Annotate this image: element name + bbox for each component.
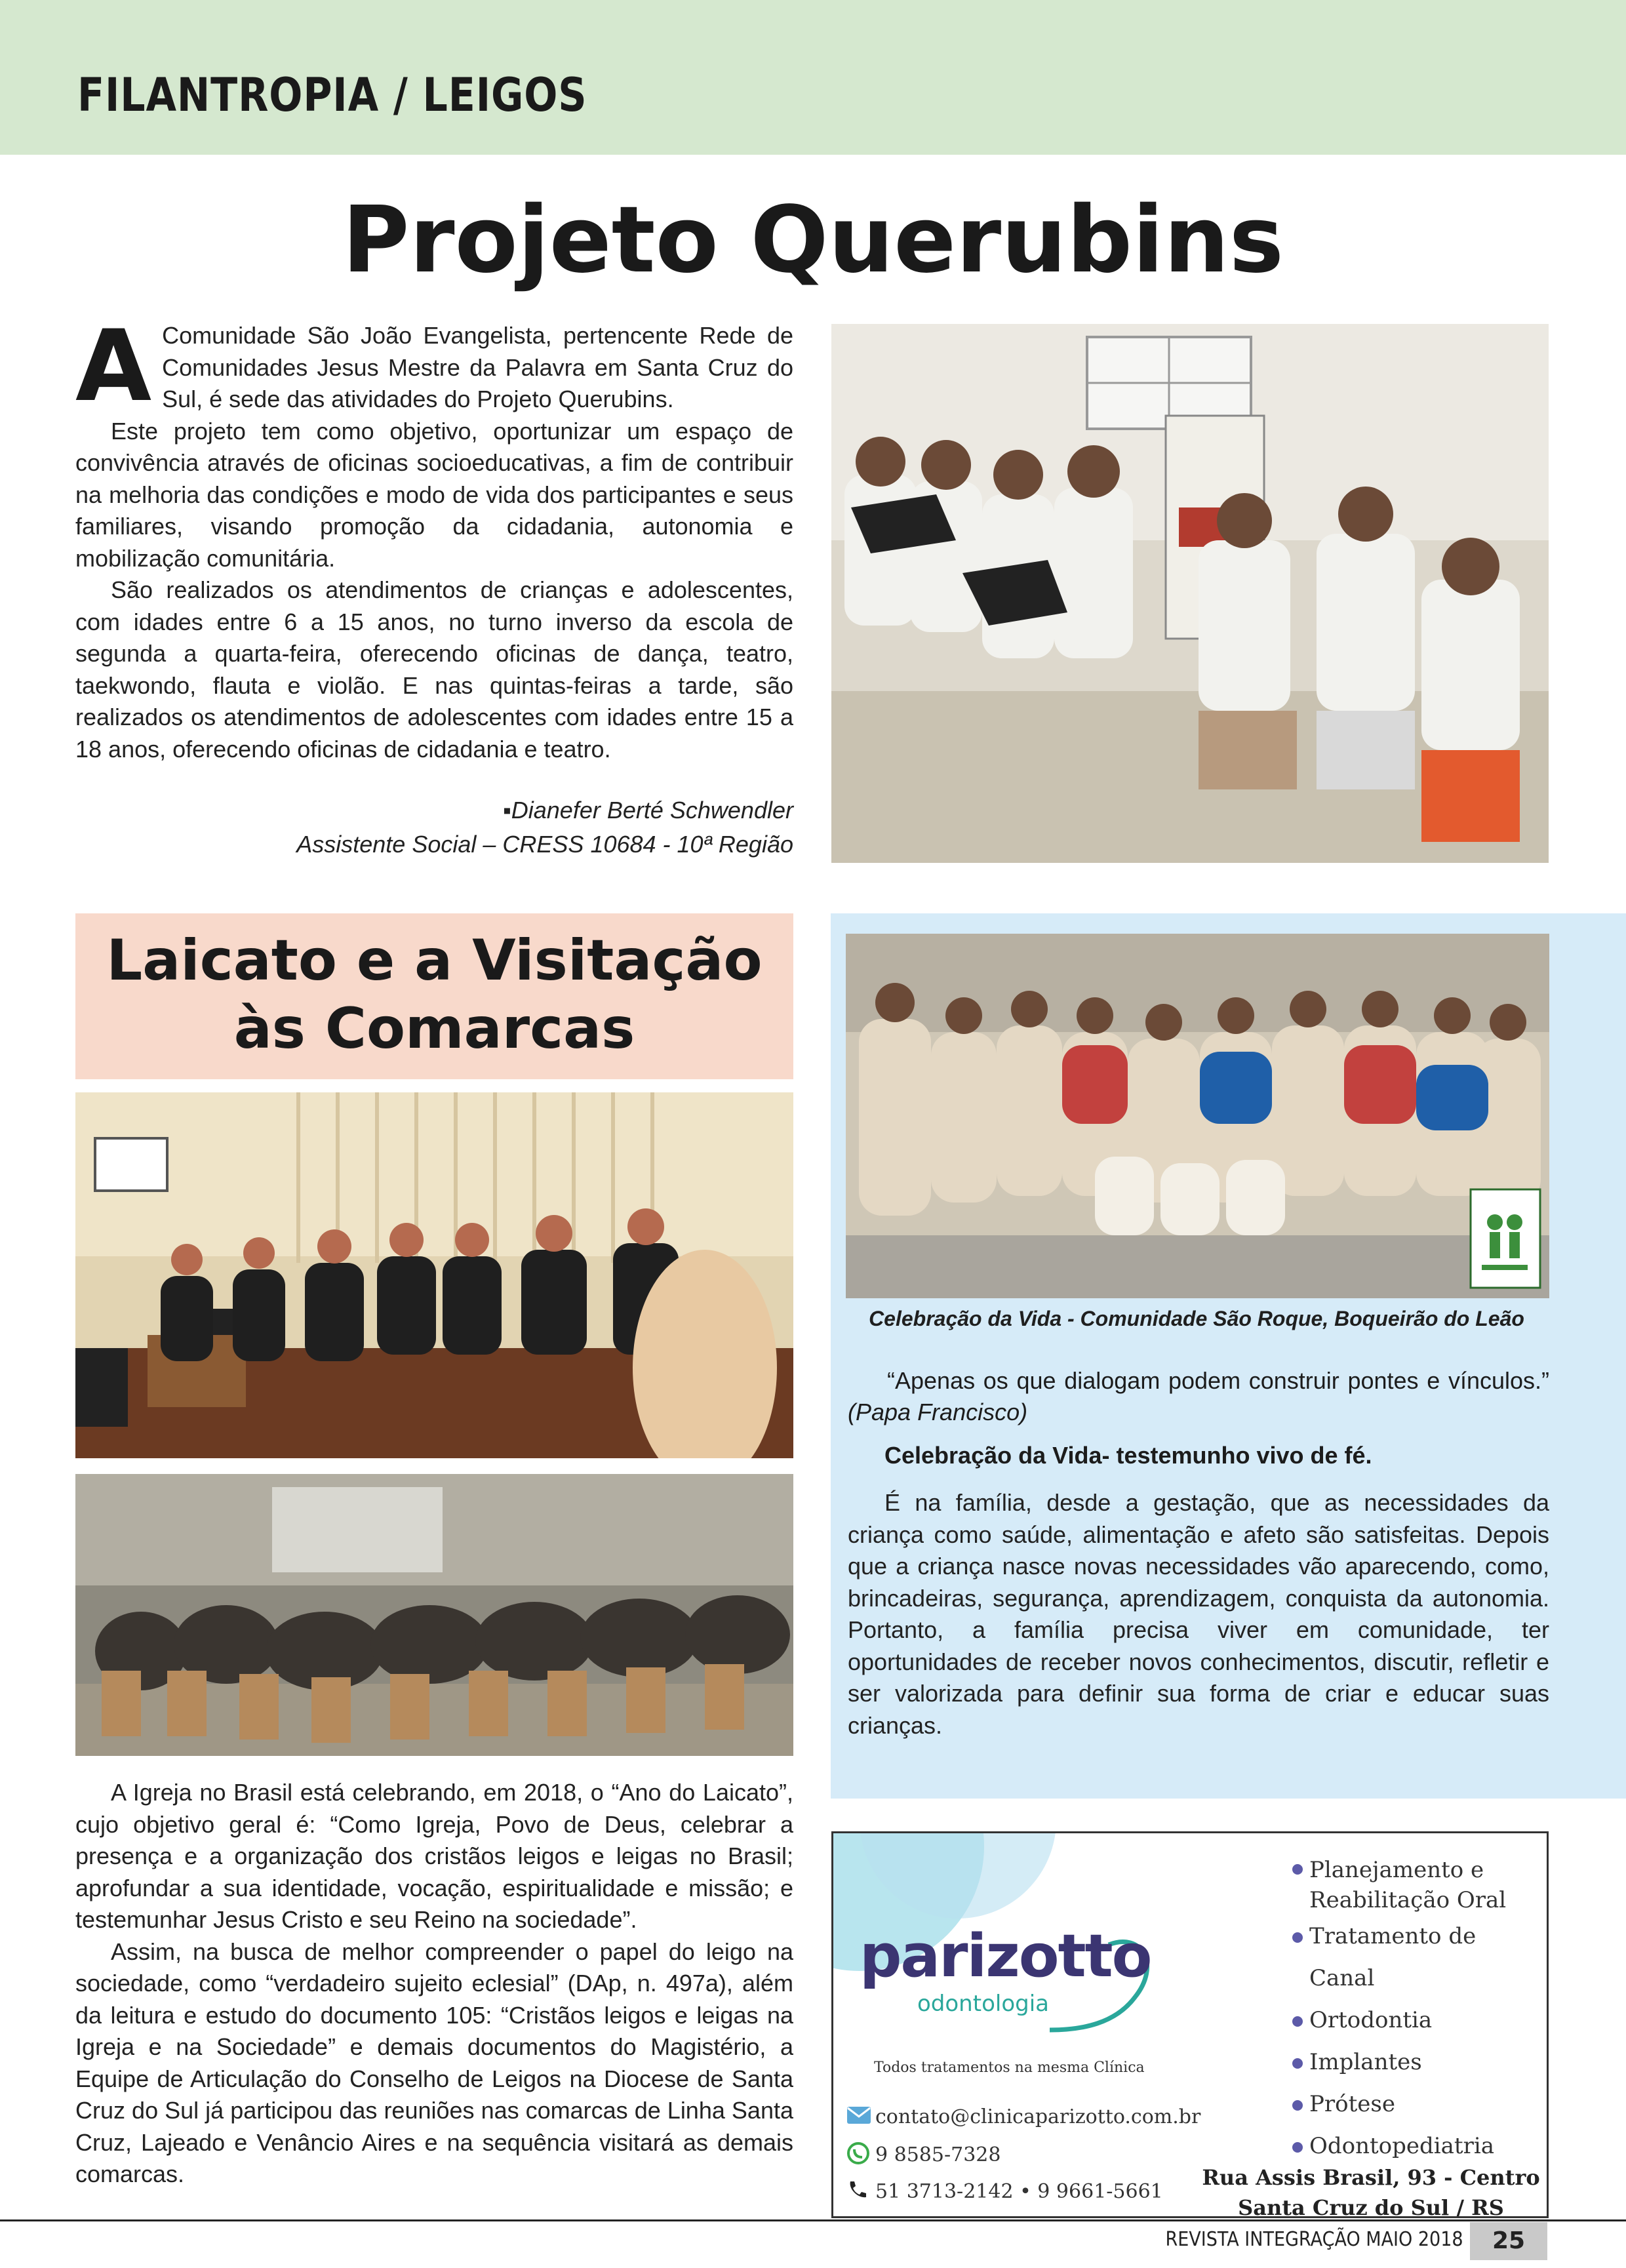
whatsapp-icon [846, 2141, 875, 2170]
article-title-projeto-querubins: Projeto Querubins [342, 187, 1284, 294]
phone-icon [846, 2179, 875, 2206]
author-role: Assistente Social – CRESS 10684 - 10ª Região [296, 831, 793, 858]
page-number: 25 [1470, 2222, 1547, 2260]
article2-title-line1: Laicato e a Visitação [106, 928, 763, 993]
author-name: ▪Dianefer Berté Schwendler [503, 797, 793, 824]
photo-caption-celebracao: Celebração da Vida - Comunidade São Roque, Boqueirão do Leão [869, 1307, 1524, 1330]
article2-title [75, 913, 793, 1063]
ad-brand-name: parizotto [860, 1922, 1151, 1991]
ad-address [1200, 2162, 1541, 2218]
article1-paragraph-1: Comunidade São João Evangelista, pertencente Rede de Comunidades Jesus Mestre da Palavra em Santa Cruz do Sul, é sede das atividades do Projeto Querubins. [162, 322, 793, 412]
service-item: Prótese [1292, 2083, 1547, 2125]
ad-services-list [1292, 1850, 1547, 2167]
service-item: Ortodontia [1292, 1999, 1547, 2041]
article2-paragraph-1: A Igreja no Brasil está celebrando, em 2018, o “Ano do Laicato”, cujo objetivo geral é: “Como Igreja, Povo de Deus, celebrar a presença e a organização dos cristãos leigos e leigas no Brasil; aprofundar a sua identidade, vocação, espiritualidade e missão; e testemunhar Jesus Cristo e seu Reino na sociedade”. [75, 1779, 793, 1933]
article2-paragraph-2: Assim, na busca de melhor compreender o papel do leigo na sociedade, como “verdadeiro sujeito eclesial” (DAp, n. 497a), além da leitura e estudo do documento 105: “Cristãos leigos e leigas na Igreja e na Sociedade” e demais documentos do Magistério, a Equipe de Articulação do Conselho de Leigos na Diocese de Santa Cruz do Sul já participou das reuniões nas comarcas de Linha Santa Cruz, Lajeado e Venâncio Aires e na sequência visitará as demais comarcas. [75, 1938, 793, 2187]
ad-brand-sub: odontologia [917, 1991, 1049, 2017]
footer-magazine-name: REVISTA INTEGRAÇÃO MAIO 2018 [1165, 2228, 1463, 2251]
drop-cap: A [75, 309, 152, 424]
service-item: Odontopediatria [1292, 2125, 1547, 2167]
service-item: Planejamento e Reabilitação Oral [1292, 1850, 1547, 1915]
article1-signature [75, 793, 793, 862]
article3-body [848, 1365, 1549, 1741]
envelope-icon [846, 2106, 875, 2130]
article3-paragraph-1: É na família, desde a gestação, que as necessidades da criança como saúde, alimentação e afeto são satisfeitas. Depois que a criança nasce novas necessidades vão aparecendo, como, brincadeiras, segurança, aprendizagem, conquista da autonomia. Portanto, a família precisa viver em comunidade, ter oportunidades de receber novos conhecimentos, discutir, refletir e ser valorizada para definir sua forma de criar e educar suas crianças. [848, 1489, 1549, 1739]
section-title: FILANTROPIA / LEIGOS [77, 68, 587, 122]
ad-phones: 51 3713-2142 • 9 9661-5661 [875, 2180, 1163, 2203]
article2-body [75, 1777, 793, 2191]
ad-whatsapp: 9 8585-7328 [875, 2143, 1001, 2166]
ad-phone-row[interactable] [846, 2179, 1163, 2206]
ad-whatsapp-row[interactable] [846, 2141, 1001, 2170]
article1-paragraph-3: São realizados os atendimentos de crianças e adolescentes, com idades entre 6 a 15 anos, no turno inverso da escola de segunda a quarta-feira, oferecendo oficinas de dança, teatro, taekwondo, flauta e violão. E nas quintas-feiras a tarde, são realizados os atendimentos de adolescentes com idades entre 15 a 18 anos, oferecendo oficinas de cidadania e teatro. [75, 576, 793, 763]
ad-tagline: Todos tratamentos na mesma Clínica [874, 2059, 1145, 2076]
photo-children-flute-performance [831, 324, 1549, 863]
ad-address-line1: Rua Assis Brasil, 93 - Centro [1202, 2165, 1540, 2190]
ad-email-row[interactable] [846, 2105, 1200, 2130]
footer-rule [0, 2219, 1626, 2221]
article2-title-box [75, 913, 793, 1079]
photo-assembly-hall [75, 1474, 793, 1756]
article3-subhead: Celebração da Vida- testemunho vivo de fé. [884, 1442, 1372, 1469]
service-item: Implantes [1292, 2041, 1547, 2083]
ad-address-line2: Santa Cruz do Sul / RS [1238, 2195, 1504, 2218]
photo-meeting-circle [75, 1092, 793, 1458]
service-item: Tratamento de Canal [1292, 1915, 1547, 1999]
quote-author: (Papa Francisco) [848, 1399, 1028, 1425]
photo-celebracao-da-vida-group [846, 934, 1549, 1298]
parizotto-advertisement[interactable] [831, 1831, 1549, 2218]
ad-email: contato@clinicaparizotto.com.br [875, 2105, 1201, 2128]
article2-title-line2: às Comarcas [233, 996, 635, 1062]
article1-body [75, 309, 793, 765]
article1-paragraph-2: Este projeto tem como objetivo, oportunizar um espaço de convivência através de oficinas socioeducativas, a fim de contribuir na melhoria das condições e modo de vida dos participantes e seus familiares, visando promoção da cidadania, autonomia e mobilização comunitária. [75, 417, 793, 572]
papa-francisco-quote [848, 1365, 1549, 1428]
quote-text: “Apenas os que dialogam podem construir pontes e vínculos.” [887, 1367, 1549, 1394]
